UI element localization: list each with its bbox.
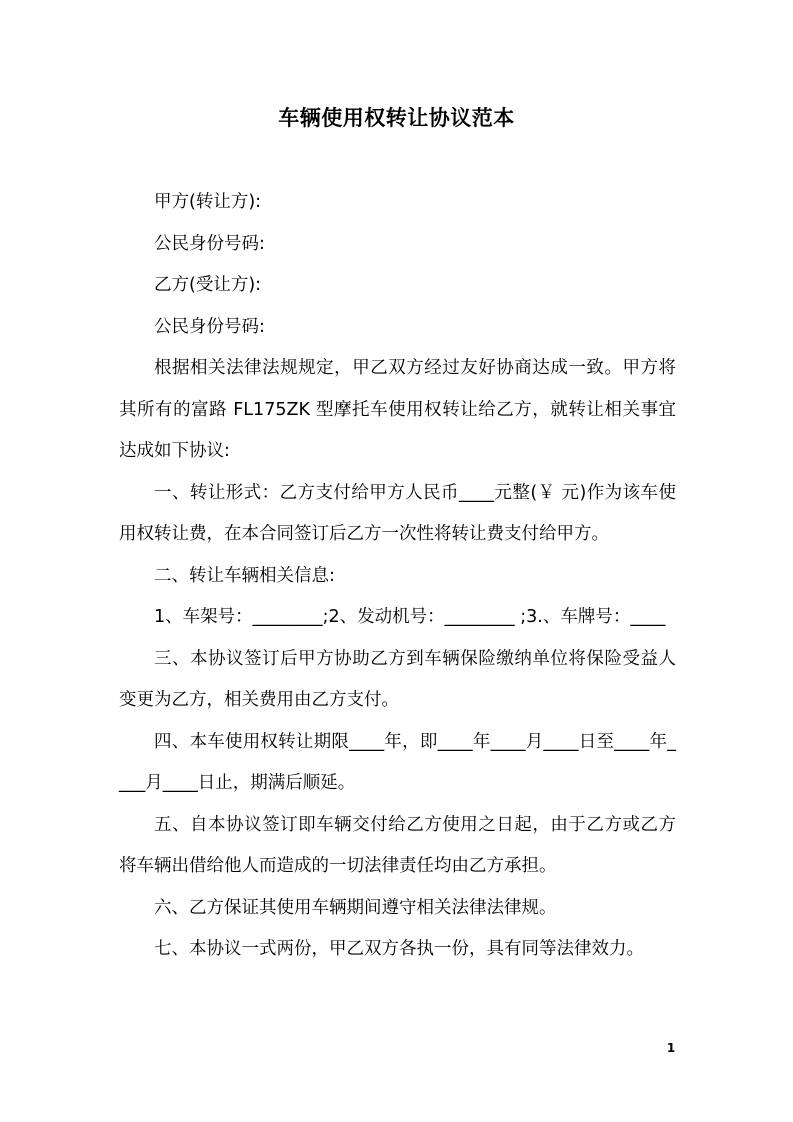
- clause-3-paragraph: 三、本协议签订后甲方协助乙方到车辆保险缴纳单位将保险受益人变更为乙方，相关费用由乙方支付。: [119, 648, 676, 710]
- party-a-id-line: 公民身份号码:: [154, 233, 265, 254]
- party-b-line: 乙方(受让方):: [154, 275, 262, 295]
- party-b-id-line: 公民身份号码:: [154, 316, 265, 337]
- party-a-line: 甲方(转让方):: [154, 192, 262, 212]
- preamble-paragraph: 根据相关法律法规规定，甲乙双方经过友好协商达成一致。甲方将其所有的富路 FL175ZK 型摩托车使用权转让给乙方，就转让相关事宜达成如下协议:: [119, 358, 676, 461]
- vehicle-info-paragraph: 1、车架号：________;2、发动机号：________ ;3.、车牌号：____: [154, 607, 666, 627]
- clause-6-paragraph: 六、乙方保证其使用车辆期间遵守相关法律法律规。: [154, 897, 557, 918]
- clause-7-paragraph: 七、本协议一式两份，甲乙双方各执一份，具有同等法律效力。: [154, 939, 644, 959]
- clause-1-paragraph: 一、转让形式：乙方支付给甲方人民币____元整(￥ 元)作为该车使用权转让费，在本合同签订后乙方一次性将转让费支付给甲方。: [119, 482, 676, 544]
- page-number: 1: [666, 1041, 676, 1055]
- clause-4-paragraph: 四、本车使用权转让期限____年，即____年____月____日至____年____月____日止，期满后顺延。: [119, 731, 676, 793]
- clause-2-heading: 二、转让车辆相关信息:: [154, 565, 335, 586]
- document-title: 车辆使用权转让协议范本: [278, 106, 515, 130]
- clause-5-paragraph: 五、自本协议签订即车辆交付给乙方使用之日起，由于乙方或乙方将车辆出借给他人而造成的一切法律责任均由乙方承担。: [119, 814, 676, 876]
- document-body: [119, 182, 676, 971]
